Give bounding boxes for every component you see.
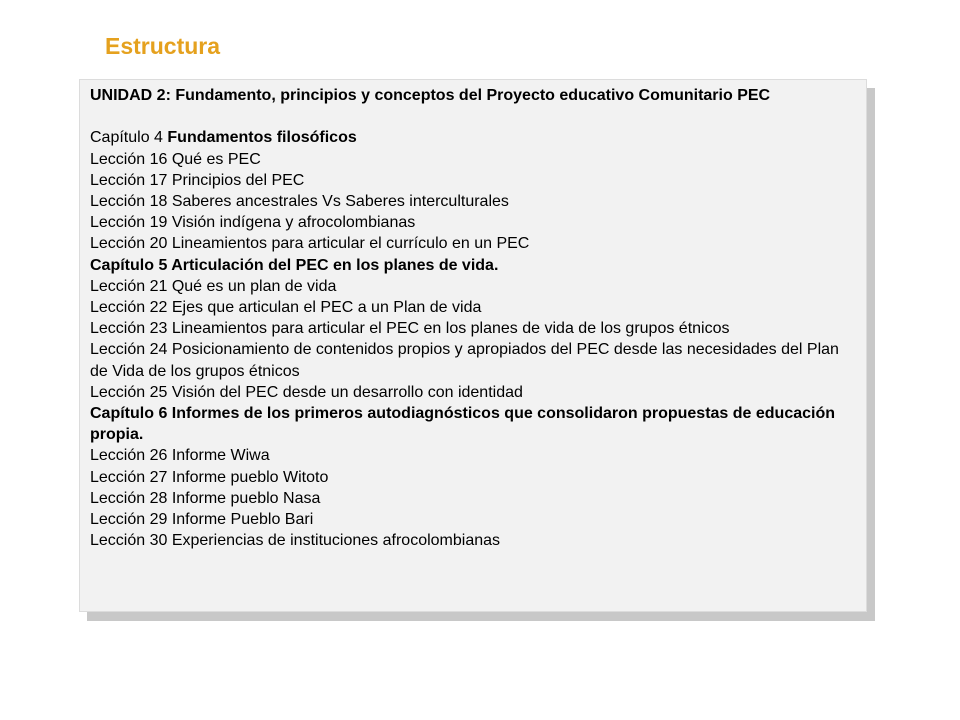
- lesson-29: Lección 29 Informe Pueblo Bari: [90, 511, 314, 529]
- lesson-25: Lección 25 Visión del PEC desde un desarrollo con identidad: [90, 383, 523, 401]
- spacer: [90, 106, 854, 127]
- lesson-24: Lección 24 Posicionamiento de contenidos propios y apropiados del PEC desde las necesidades del Plan de Vida de los grupos étnicos: [90, 341, 839, 380]
- chapter-5-heading: Capítulo 5 Articulación del PEC en los planes de vida.: [90, 256, 499, 274]
- lesson-22: Lección 22 Ejes que articulan el PEC a un Plan de vida: [90, 299, 482, 317]
- lesson-21: Lección 21 Qué es un plan de vida: [90, 277, 337, 295]
- lesson-16: Lección 16 Qué es PEC: [90, 150, 261, 168]
- slide-title: Estructura: [105, 33, 221, 59]
- lesson-17: Lección 17 Principios del PEC: [90, 171, 305, 189]
- lesson-30: Lección 30 Experiencias de instituciones afrocolombianas: [90, 532, 501, 550]
- lesson-23: Lección 23 Lineamientos para articular el PEC en los planes de vida de los grupos étnicos: [90, 320, 730, 338]
- lesson-20: Lección 20 Lineamientos para articular el currículo en un PEC: [90, 235, 530, 253]
- chapter-4-prefix: Capítulo 4: [90, 129, 168, 147]
- lesson-27: Lección 27 Informe pueblo Witoto: [90, 468, 329, 486]
- lesson-26: Lección 26 Informe Wiwa: [90, 447, 270, 465]
- content-box: [79, 79, 867, 612]
- lesson-18: Lección 18 Saberes ancestrales Vs Saberes interculturales: [90, 193, 509, 210]
- chapter-4-title: Fundamentos filosóficos: [167, 129, 357, 147]
- unit-heading: UNIDAD 2: Fundamento, principios y conceptos del Proyecto educativo Comunitario PEC: [90, 87, 771, 104]
- chapter-6-heading: Capítulo 6 Informes de los primeros autodiagnósticos que consolidaron propuestas de educación propia.: [90, 405, 836, 444]
- lesson-19: Lección 19 Visión indígena y afrocolombianas: [90, 214, 416, 232]
- chapter-4-heading: [90, 127, 854, 148]
- lesson-28: Lección 28 Informe pueblo Nasa: [90, 489, 321, 507]
